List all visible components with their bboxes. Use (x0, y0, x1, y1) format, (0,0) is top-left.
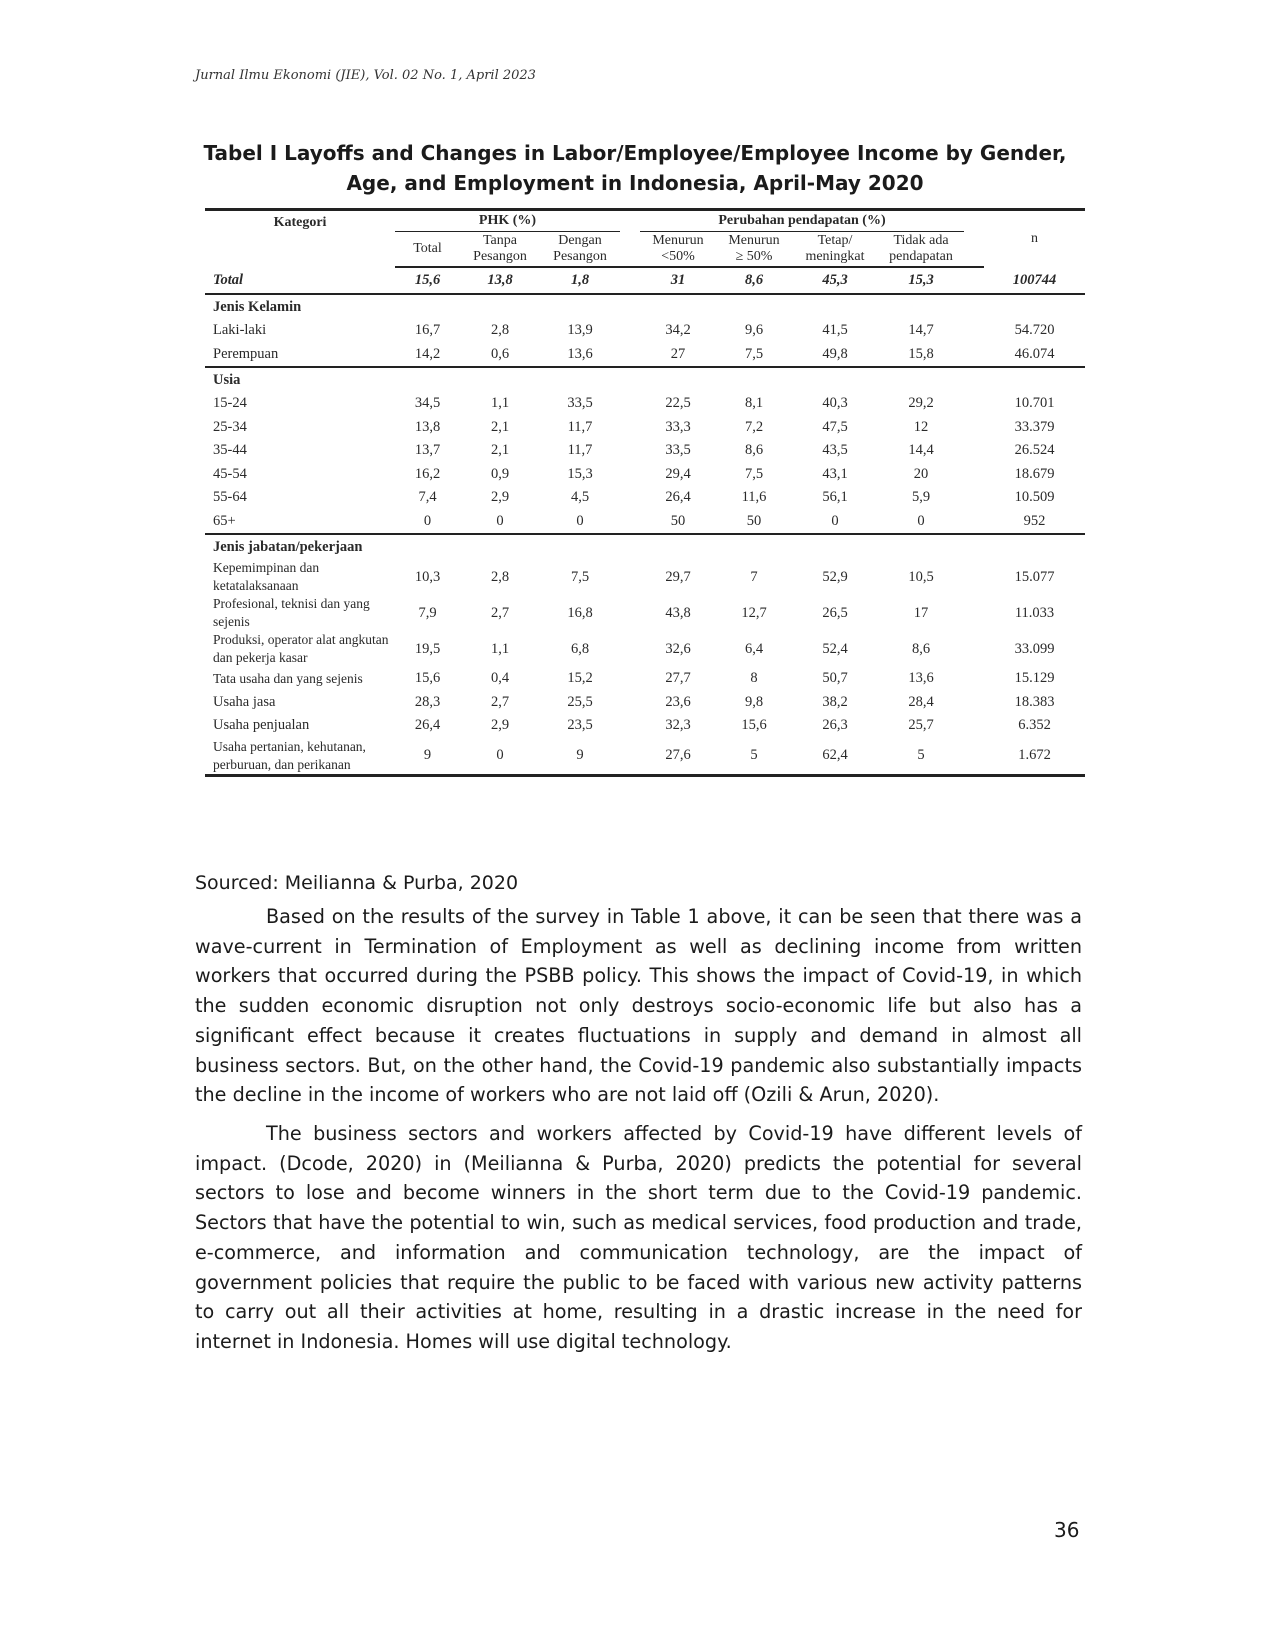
header-dengan-pesangon: Dengan Pesangon (540, 232, 620, 268)
header-menurun-ge50: Menurun ≥ 50% (716, 232, 792, 268)
table-cell-value: 49,8 (822, 345, 848, 362)
table-cell-value: 38,2 (822, 693, 848, 710)
table-cell-category: Usaha penjualan (213, 717, 310, 734)
table-cell-value: 26,5 (822, 604, 848, 621)
table-cell-value: 52,9 (822, 568, 848, 585)
table-cell-value: 2,7 (490, 693, 510, 710)
table-cell-value: 33,5 (567, 395, 593, 412)
table-cell-value: 11,7 (567, 418, 593, 435)
table-cell-category: Profesional, teknisi dan yang sejenis (213, 596, 370, 629)
table-cell-value: 7,4 (418, 489, 437, 506)
table-cell-value: 7,9 (418, 604, 437, 621)
table-cell-value: 2,1 (490, 418, 510, 435)
table-cell-category: 15-24 (213, 395, 247, 412)
table-section-heading (205, 534, 1085, 559)
table-cell-value: 10,3 (414, 568, 441, 585)
table-cell-category: Usaha pertanian, kehutanan, perburuan, dan perikanan (205, 738, 395, 776)
table-cell-value: 45,3 (792, 267, 878, 294)
table-section-heading (205, 367, 1085, 392)
table-row (205, 559, 1085, 595)
header-group-phk: PHK (%) (395, 210, 620, 232)
table-cell-value: 20 (913, 465, 929, 482)
table-cell-value: 5 (878, 738, 964, 776)
table-cell-value: 16,8 (567, 604, 593, 621)
table-title-line-2: Age, and Employment in Indonesia, April-May 2020 (346, 171, 924, 195)
table-cell-value: 2,8 (490, 568, 510, 585)
table-cell-value: 15.077 (1014, 568, 1055, 585)
table-cell-value: 0 (496, 512, 504, 529)
table-row (205, 691, 1085, 715)
table-section-heading (205, 294, 1085, 319)
table-cell-value: 34,2 (665, 322, 691, 339)
table-cell-value: 29,7 (665, 568, 691, 585)
table-source: Sourced: Meilianna & Purba, 2020 (195, 872, 519, 894)
table-cell-category: 55-64 (213, 489, 247, 506)
table-cell-value: 19,5 (414, 640, 441, 657)
table-cell-value: 2,8 (490, 322, 510, 339)
table-cell-value: 26,3 (822, 717, 848, 734)
table-cell-value: 28,4 (908, 693, 934, 710)
table-cell-value: 15,6 (741, 717, 767, 734)
table-cell-value: 11.033 (1014, 604, 1055, 621)
table-cell-value: 15,3 (878, 267, 964, 294)
table-cell-value: 6,8 (570, 640, 590, 657)
table-cell-value: 26,4 (414, 717, 441, 734)
table-cell-value: 16,2 (414, 465, 441, 482)
table-row (205, 439, 1085, 463)
table-cell-value: 1.672 (984, 738, 1085, 776)
table-cell-value: 8,6 (911, 640, 931, 657)
table-cell-value: 15,2 (567, 670, 593, 687)
table-row (205, 631, 1085, 667)
table-cell-category: 35-44 (213, 442, 247, 459)
table-cell-value: 17 (913, 604, 929, 621)
table-cell-value: 7 (750, 568, 758, 585)
table-cell-value: 2,9 (490, 717, 510, 734)
table-cell-value: 16,7 (414, 322, 441, 339)
table-cell-value: 31 (640, 267, 716, 294)
table-cell-category: Usaha jasa (213, 693, 276, 710)
table-cell-value: 5 (716, 738, 792, 776)
table-cell-value: 4,5 (570, 489, 590, 506)
table-cell-value: 7,5 (744, 465, 764, 482)
table-cell-value: 0 (423, 512, 432, 529)
table-cell-value: 18.383 (1014, 693, 1055, 710)
table-cell-value: 0 (460, 738, 540, 776)
table-cell-value: 62,4 (792, 738, 878, 776)
table-cell-value: 22,5 (665, 395, 691, 412)
table-cell-value: 52,4 (822, 640, 848, 657)
header-tanpa-pesangon: Tanpa Pesangon (460, 232, 540, 268)
table-cell-category: 65+ (213, 512, 236, 529)
table-cell-category: 25-34 (213, 418, 247, 435)
table-cell-value: 32,3 (665, 717, 691, 734)
table-cell-value: 10.509 (1014, 489, 1055, 506)
table-cell-value: 13,9 (567, 322, 593, 339)
table-cell-category: Laki-laki (213, 322, 267, 339)
table-row (205, 343, 1085, 368)
table-cell-value: 32,6 (665, 640, 691, 657)
header-tetap-meningkat: Tetap/ meningkat (792, 232, 878, 268)
table-row (205, 667, 1085, 691)
table-cell-value: 15,8 (908, 345, 934, 362)
table-cell-value: 28,3 (414, 693, 441, 710)
table-row (205, 486, 1085, 510)
table-cell-value: 7,2 (744, 418, 764, 435)
table-cell-value: 10.701 (1014, 395, 1055, 412)
table-cell-value: 41,5 (822, 322, 848, 339)
table-cell-value: 100744 (984, 267, 1085, 294)
table-cell-value: 15,3 (567, 465, 593, 482)
table-cell-value: 33.099 (1014, 640, 1055, 657)
table-row (205, 738, 1085, 776)
table-cell-value: 33,3 (665, 418, 691, 435)
table-row (205, 416, 1085, 440)
table-row (205, 319, 1085, 343)
table-cell-value: 54.720 (1014, 322, 1055, 339)
table-cell-value: 0 (576, 512, 584, 529)
header-kategori: Kategori (205, 210, 395, 268)
table-cell-value: 13,8 (414, 418, 441, 435)
table-cell-value: 13,6 (908, 670, 934, 687)
table-cell-value: 33.379 (1014, 418, 1055, 435)
table-cell-value: 23,5 (567, 717, 593, 734)
section-heading-label: Jenis Kelamin (213, 298, 302, 315)
table-row (205, 510, 1085, 535)
table-cell-value: 9,8 (744, 693, 764, 710)
table-cell-value: 9 (540, 738, 620, 776)
table-cell-value: 15,6 (395, 267, 460, 294)
table-cell-value: 26,4 (665, 489, 691, 506)
page-number: 36 (1054, 1518, 1080, 1542)
table-cell-value: 50 (670, 512, 686, 529)
table-cell-value: 8 (750, 670, 758, 687)
table-cell-value: 8,6 (716, 267, 792, 294)
table-cell-value: 13,6 (567, 345, 593, 362)
table-cell-value: 43,5 (822, 442, 848, 459)
table-cell-value: 46.074 (1014, 345, 1055, 362)
table-cell-value: 0,9 (490, 465, 510, 482)
table-row (205, 595, 1085, 631)
header-n: n (984, 210, 1085, 268)
table-cell-value: 8,1 (744, 395, 764, 412)
table-cell-value: 56,1 (822, 489, 848, 506)
table-cell-value: 11,7 (567, 442, 593, 459)
table-cell-value: 26.524 (1014, 442, 1055, 459)
table-row (205, 714, 1085, 738)
table-cell-value: 15.129 (1014, 670, 1055, 687)
table-cell-value: 8,6 (744, 442, 764, 459)
table-cell-value: 12 (913, 418, 929, 435)
table-cell-value: 9 (395, 738, 460, 776)
table-cell-value: 33,5 (665, 442, 691, 459)
table-cell-value: 2,1 (490, 442, 510, 459)
running-head: Jurnal Ilmu Ekonomi (JIE), Vol. 02 No. 1, April 2023 (195, 68, 536, 83)
table-cell-value: 25,7 (908, 717, 934, 734)
header-group-income: Perubahan pendapatan (%) (640, 210, 964, 232)
table-cell-value: 34,5 (414, 395, 441, 412)
section-heading-label: Jenis jabatan/pekerjaan (205, 534, 1085, 559)
table-cell-value: 0 (917, 512, 925, 529)
table-cell-value: 14,2 (414, 345, 441, 362)
table-cell-value: 25,5 (567, 693, 593, 710)
table-cell-value: 27 (670, 345, 686, 362)
table-cell-value: 1,1 (490, 640, 510, 657)
table-cell-value: 6.352 (1018, 717, 1051, 734)
table-cell-category: Total (205, 267, 395, 294)
table-cell-value: 14,4 (908, 442, 934, 459)
table-cell-value: 15,6 (414, 670, 441, 687)
table-cell-value: 10,5 (908, 568, 934, 585)
table-cell-value: 2,9 (490, 489, 510, 506)
table-cell-value: 6,4 (744, 640, 764, 657)
data-table-container (205, 208, 1085, 777)
table-cell-value: 50,7 (822, 670, 848, 687)
table-body (205, 267, 1085, 775)
table-cell-value: 952 (1023, 512, 1046, 529)
table-cell-value: 18.679 (1014, 465, 1055, 482)
table-cell-value: 12,7 (741, 604, 767, 621)
table-title-line-1: Tabel I Layoffs and Changes in Labor/Employee/Employee Income by Gender, (203, 141, 1067, 165)
table-cell-category: 45-54 (213, 465, 247, 482)
table-cell-value: 0,4 (490, 670, 510, 687)
table-cell-value: 23,6 (665, 693, 691, 710)
table-cell-value: 5,9 (911, 489, 931, 506)
header-menurun-lt50: Menurun <50% (640, 232, 716, 268)
table-cell-value: 29,4 (665, 465, 691, 482)
header-tidak-ada-pendapatan: Tidak ada pendapatan (878, 232, 964, 268)
table-cell-value: 7,5 (570, 568, 590, 585)
table-row-total (205, 267, 1085, 294)
table-cell-category: Kepemimpinan dan ketatalaksanaan (213, 560, 320, 593)
table-cell-value: 0,6 (490, 345, 510, 362)
header-total: Total (395, 232, 460, 268)
table-cell-value: 1,1 (490, 395, 510, 412)
table-cell-value: 0 (831, 512, 839, 529)
table-cell-value: 1,8 (540, 267, 620, 294)
table-cell-value: 7,5 (744, 345, 764, 362)
table-cell-value: 14,7 (908, 322, 934, 339)
table-cell-value: 27,7 (665, 670, 691, 687)
section-heading-label: Usia (205, 367, 1085, 392)
table-cell-value: 9,6 (744, 322, 764, 339)
paragraph-1: Based on the results of the survey in Table 1 above, it can be seen that there was a wave-current in Termination of Employment as well as declining income from written workers that occurred during the PSBB policy. This shows the impact of Covid-19, in which the sudden economic disruption not only destroys socio-economic life but also has a significant effect because it creates fluctuations in supply and demand in almost all business sectors. But, on the other hand, the Covid-19 pandemic also substantially impacts the decline in the income of workers who are not laid off (Ozili & Arun, 2020). (195, 905, 1082, 1107)
table-row (205, 392, 1085, 416)
table-title (195, 138, 1075, 198)
table-cell-value: 47,5 (822, 418, 848, 435)
table-cell-value: 40,3 (822, 395, 848, 412)
data-table (205, 208, 1085, 777)
table-cell-value: 43,8 (665, 604, 691, 621)
table-cell-value: 2,7 (490, 604, 510, 621)
table-cell-value: 13,8 (460, 267, 540, 294)
table-cell-value: 29,2 (908, 395, 934, 412)
table-header-row-1 (205, 210, 1085, 232)
paragraph-2: The business sectors and workers affected by Covid-19 have different levels of impact. (Dcode, 2020) in (Meilianna & Purba, 2020) predicts the potential for several sectors to lose and become winners in the short term due to the Covid-19 pandemic. Sectors that have the potential to win, such as medical services, food production and trade, e-commerce, and information and communication technology, are the impact of government policies that require the public to be faced with various new activity patterns to carry out all their activities at home, resulting in a drastic increase in the need for internet in Indonesia. Homes will use digital technology. (195, 1122, 1082, 1353)
table-cell-category: Produksi, operator alat angkutan dan pekerja kasar (213, 632, 389, 665)
table-cell-value: 13,7 (414, 442, 441, 459)
table-cell-value: 27,6 (640, 738, 716, 776)
table-row (205, 463, 1085, 487)
table-cell-category: Perempuan (213, 345, 279, 362)
table-cell-value: 11,6 (741, 489, 767, 506)
table-cell-value: 50 (746, 512, 762, 529)
table-cell-value: 43,1 (822, 465, 848, 482)
table-cell-category: Tata usaha dan yang sejenis (213, 670, 363, 686)
